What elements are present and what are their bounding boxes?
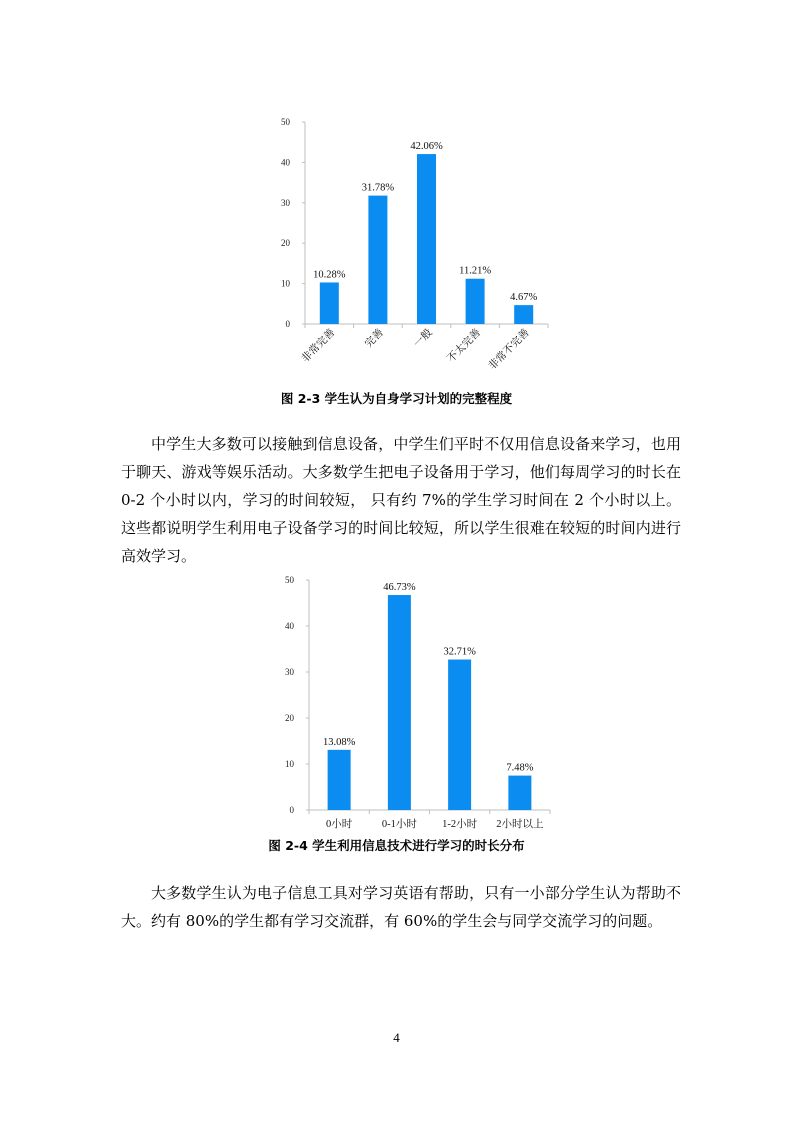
data-label: 10.28% bbox=[313, 269, 346, 281]
body-paragraph-2: 大多数学生认为电子信息工具对学习英语有帮助，只有一小部分学生认为帮助不大。约有 80%的学生都有学习交流群，有 60%的学生会与同学交流学习的问题。 bbox=[121, 884, 681, 930]
data-label: 4.67% bbox=[510, 292, 538, 304]
category-label: 不太完善 bbox=[445, 327, 484, 365]
bar bbox=[368, 196, 387, 324]
data-label: 32.71% bbox=[443, 646, 476, 658]
bar bbox=[508, 776, 531, 810]
figure-caption-2-4: 图 2-4 学生利用信息技术进行学习的时长分布 bbox=[268, 838, 525, 853]
bar bbox=[320, 282, 339, 324]
data-label: 11.21% bbox=[459, 265, 492, 277]
bar bbox=[514, 305, 533, 324]
y-tick-label: 40 bbox=[281, 157, 290, 168]
bar bbox=[466, 279, 485, 324]
category-label: 1-2小时 bbox=[442, 819, 478, 830]
category-label: 非常完善 bbox=[299, 327, 338, 365]
y-tick-label: 50 bbox=[281, 117, 290, 127]
data-label: 13.08% bbox=[322, 736, 356, 748]
data-label: 42.06% bbox=[410, 141, 443, 153]
body-paragraph-1: 中学生大多数可以接触到信息设备，中学生们平时不仅用信息设备来学习，也用于聊天、游戏等娱乐活动。大多数学生把电子设备用于学习，他们每周学习的时长在 0-2 个小时以内，学习的时间较短， 只有约 7%的学生学习时间在 2 个小时以上。这些都说明学生利用电子设备学习的时间比较短，所以学生很难在较短的时间内进行高效学习。 bbox=[121, 435, 681, 565]
y-tick-label: 10 bbox=[285, 759, 294, 769]
bar bbox=[328, 750, 351, 810]
y-tick-label: 30 bbox=[281, 197, 290, 208]
data-label: 46.73% bbox=[383, 582, 416, 594]
data-label: 7.48% bbox=[506, 762, 534, 774]
data-label: 31.78% bbox=[361, 182, 395, 194]
y-tick-label: 10 bbox=[281, 278, 290, 289]
y-tick-label: 0 bbox=[289, 805, 294, 815]
category-label: 非常不完善 bbox=[486, 327, 532, 373]
category-label: 0小时 bbox=[326, 819, 353, 830]
category-label: 一般 bbox=[411, 327, 435, 350]
y-tick-label: 20 bbox=[281, 238, 290, 249]
y-tick-label: 50 bbox=[285, 575, 294, 585]
y-tick-label: 30 bbox=[285, 667, 294, 677]
y-tick-label: 20 bbox=[285, 713, 294, 723]
y-tick-label: 40 bbox=[285, 621, 294, 631]
bar bbox=[388, 595, 411, 810]
category-label: 完善 bbox=[363, 327, 387, 350]
category-label: 0-1小时 bbox=[381, 819, 417, 830]
page-number: 4 bbox=[393, 1030, 400, 1045]
category-label: 2小时以上 bbox=[496, 819, 544, 830]
bar bbox=[448, 660, 471, 810]
y-tick-label: 0 bbox=[285, 319, 290, 329]
bar bbox=[417, 154, 436, 324]
figure-caption-2-3: 图 2-3 学生认为自身学习计划的完整程度 bbox=[280, 391, 513, 406]
